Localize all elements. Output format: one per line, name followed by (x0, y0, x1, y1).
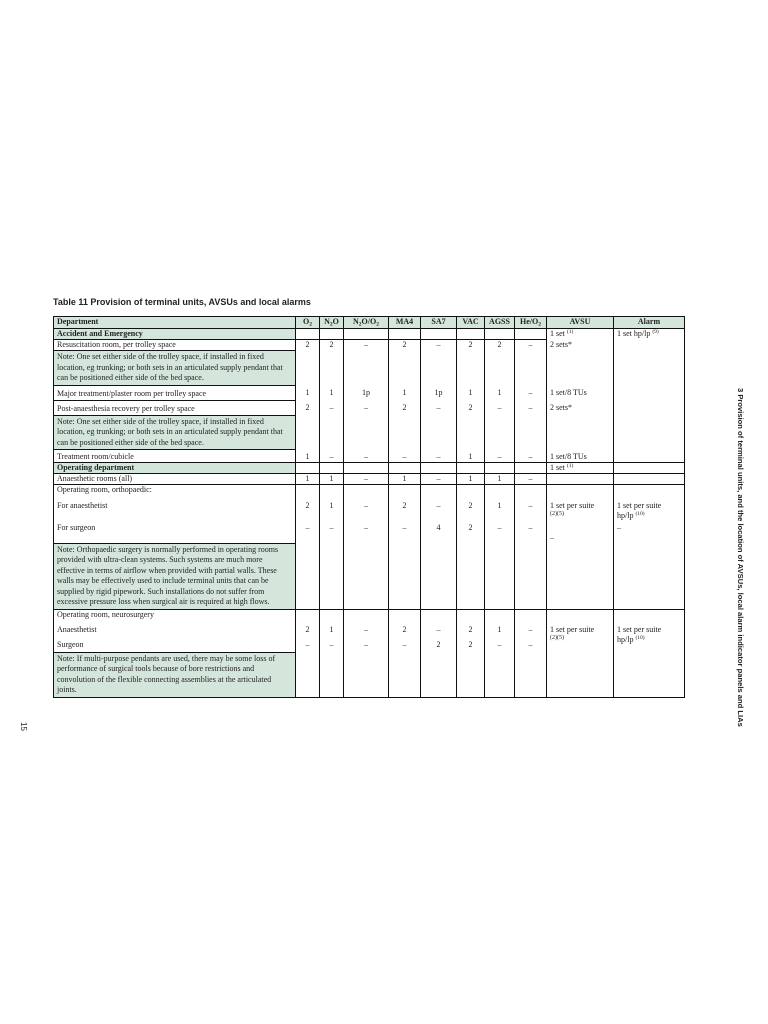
table-row (54, 450, 685, 463)
value-cell: – (320, 400, 344, 415)
value-cell: – (515, 638, 547, 653)
table-row (54, 495, 685, 521)
table-row (54, 485, 685, 496)
avsu-cell: 1 set per suite (2)(5) (547, 495, 614, 521)
value-cell: – (344, 495, 389, 521)
provision-table (53, 316, 685, 698)
value-cell: – (515, 340, 547, 351)
avsu-cell: 2 sets* (547, 400, 614, 415)
value-cell: – (344, 620, 389, 638)
row-label: Anaesthetic rooms (all) (54, 474, 296, 485)
value-cell: – (296, 638, 320, 653)
section-side-heading: 3 Provision of terminal units, and the location of AVSUs, local alarm indicator panels and LIAs (736, 388, 745, 727)
value-cell: 2 (457, 400, 485, 415)
value-cell: 2 (457, 495, 485, 521)
value-cell: – (515, 385, 547, 400)
table-row (54, 609, 685, 620)
avsu-cell: 1 set $^{(1)}$ (547, 329, 614, 340)
value-cell: – (344, 521, 389, 543)
value-cell: 2 (457, 638, 485, 653)
value-cell: 1 (389, 474, 421, 485)
value-cell: 1p (421, 385, 457, 400)
value-cell: – (344, 450, 389, 463)
value-cell: 1 (485, 474, 515, 485)
note-text: Note: Orthopaedic surgery is normally performed in operating rooms provided with ultra-clean systems. Such systems are much more effective in terms of airflow when provided with partial walls. These walls may be effectively used to include terminal units that can be supplied by rigid pipework. Such installations do not suffer from excessive pressure loss when surgical air is required at high flows. (54, 543, 296, 609)
value-cell: 2 (389, 495, 421, 521)
table-row (54, 340, 685, 351)
value-cell: – (515, 495, 547, 521)
note-row (54, 652, 685, 697)
value-cell: – (344, 400, 389, 415)
table-row (54, 521, 685, 543)
value-cell: – (485, 638, 515, 653)
row-label: For surgeon (54, 521, 296, 543)
value-cell: 1 (457, 474, 485, 485)
value-cell: 2 (296, 340, 320, 351)
table-row (54, 620, 685, 638)
value-cell: – (344, 340, 389, 351)
value-cell: 1 (320, 474, 344, 485)
value-cell: – (320, 450, 344, 463)
col-header-n2o-o2: $N_2O/O_2$ (344, 317, 389, 329)
value-cell: – (421, 400, 457, 415)
row-label: Resuscitation room, per trolley space (54, 340, 296, 351)
avsu-cell: 1 set per suite (2)(5) (547, 620, 614, 653)
avsu-cell: 1 set $^{(1)}$ (547, 463, 614, 474)
value-cell: 1 (389, 385, 421, 400)
section-row-accident (54, 329, 685, 340)
page-number: 15 (18, 722, 28, 731)
value-cell: 1 (296, 474, 320, 485)
value-cell: – (515, 400, 547, 415)
value-cell: 2 (421, 638, 457, 653)
value-cell: – (515, 450, 547, 463)
avsu-cell: – (547, 521, 614, 543)
col-header-vac: VAC (457, 317, 485, 329)
value-cell: 2 (389, 340, 421, 351)
value-cell: – (389, 521, 421, 543)
value-cell: 2 (389, 620, 421, 638)
value-cell: – (515, 521, 547, 543)
value-cell: 2 (296, 400, 320, 415)
col-header-he-o2: $He/O_2$ (515, 317, 547, 329)
note-row (54, 543, 685, 609)
col-header-department: Department (54, 317, 296, 329)
table-row (54, 400, 685, 415)
provision-table-wrapper (53, 316, 684, 698)
row-label: For anaesthetist (54, 495, 296, 521)
avsu-cell: 2 sets* (547, 340, 614, 351)
section-title: Accident and Emergency (54, 329, 296, 340)
table-row (54, 385, 685, 400)
value-cell: 2 (457, 340, 485, 351)
note-text: Note: If multi-purpose pendants are used, there may be some loss of performance of surgical tools because of bore restrictions and convolution of the flexible connecting assemblies at the articulated joints. (54, 652, 296, 697)
note-text: Note: One set either side of the trolley space, if installed in fixed location, eg trunking; or both sets in an articulated supply pendant that can be positioned either side of the bed space. (54, 415, 296, 450)
value-cell: – (344, 474, 389, 485)
value-cell: 2 (296, 495, 320, 521)
alarm-cell: – (614, 521, 685, 543)
value-cell: 2 (296, 620, 320, 638)
note-row (54, 415, 685, 450)
value-cell: 2 (457, 521, 485, 543)
table-row (54, 474, 685, 485)
value-cell: 2 (389, 400, 421, 415)
value-cell: – (515, 474, 547, 485)
row-label: Treatment room/cubicle (54, 450, 296, 463)
section-row-operating (54, 463, 685, 474)
col-header-alarm: Alarm (614, 317, 685, 329)
row-label: Operating room, orthopaedic: (54, 485, 296, 496)
value-cell: 1 (296, 450, 320, 463)
col-header-sa7: SA7 (421, 317, 457, 329)
value-cell: – (320, 521, 344, 543)
value-cell: – (389, 450, 421, 463)
value-cell: 1 (485, 620, 515, 638)
value-cell: 2 (320, 340, 344, 351)
avsu-cell: 1 set/8 TUs (547, 385, 614, 400)
value-cell: – (421, 340, 457, 351)
value-cell: – (344, 638, 389, 653)
value-cell: 1 (457, 385, 485, 400)
value-cell: 1 (485, 495, 515, 521)
col-header-avsu: AVSU (547, 317, 614, 329)
alarm-cell: 1 set per suite hp/lp $^{(10)}$ (614, 495, 685, 521)
row-label: Anaesthetist (54, 620, 296, 638)
note-text: Note: One set either side of the trolley space, if installed in fixed location, eg trunking; or both sets in an articulated supply pendant that can be positioned either side of the bed space. (54, 351, 296, 386)
value-cell: 4 (421, 521, 457, 543)
value-cell: – (320, 638, 344, 653)
value-cell: 1 (320, 495, 344, 521)
value-cell: 1 (296, 385, 320, 400)
row-label: Surgeon (54, 638, 296, 653)
value-cell: – (421, 495, 457, 521)
value-cell: 2 (457, 620, 485, 638)
value-cell: 1p (344, 385, 389, 400)
value-cell: – (485, 521, 515, 543)
value-cell: – (515, 620, 547, 638)
row-label: Major treatment/plaster room per trolley space (54, 385, 296, 400)
row-label: Post-anaesthesia recovery per trolley space (54, 400, 296, 415)
alarm-cell: 1 set hp/lp $^{(9)}$ (614, 329, 685, 340)
value-cell: – (296, 521, 320, 543)
header-row (54, 317, 685, 329)
value-cell: – (389, 638, 421, 653)
alarm-cell: 1 set per suite hp/lp $^{(10)}$ (614, 620, 685, 653)
value-cell: 1 (457, 450, 485, 463)
value-cell: 1 (485, 385, 515, 400)
value-cell: – (485, 450, 515, 463)
value-cell: 2 (485, 340, 515, 351)
col-header-n2o: $N_2O$ (320, 317, 344, 329)
note-row (54, 351, 685, 386)
value-cell: 1 (320, 385, 344, 400)
table-title: Table 11 Provision of terminal units, AVSUs and local alarms (53, 297, 311, 307)
value-cell: – (421, 474, 457, 485)
section-title: Operating department (54, 463, 296, 474)
value-cell: 1 (320, 620, 344, 638)
value-cell: – (421, 450, 457, 463)
row-label: Operating room, neurosurgery (54, 609, 296, 620)
value-cell: – (485, 400, 515, 415)
value-cell: – (421, 620, 457, 638)
col-header-agss: AGSS (485, 317, 515, 329)
col-header-o2: $O_2$ (296, 317, 320, 329)
avsu-cell: 1 set/8 TUs (547, 450, 614, 463)
col-header-ma4: MA4 (389, 317, 421, 329)
